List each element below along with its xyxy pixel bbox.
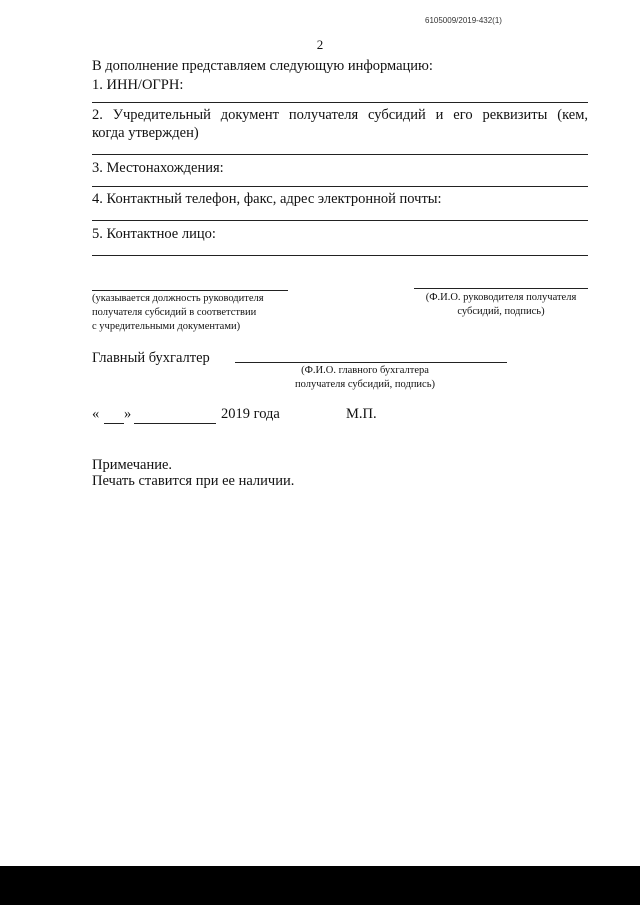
date-open-quote: «	[92, 406, 100, 422]
contacts-fill-line	[92, 220, 588, 221]
scan-bottom-border	[0, 866, 640, 905]
intro-text: В дополнение представляем следующую информацию:	[92, 58, 433, 74]
position-caption-line: (указывается должность руководителя	[92, 293, 264, 304]
founding-document-label-line2: когда утвержден)	[92, 125, 199, 141]
location-label: 3. Местонахождения:	[92, 160, 224, 176]
date-day-line	[104, 423, 124, 424]
contact-person-label: 5. Контактное лицо:	[92, 226, 216, 242]
chief-accountant-caption-line: (Ф.И.О. главного бухгалтера	[301, 365, 429, 376]
position-signature-line	[92, 290, 288, 291]
director-signature-line	[414, 288, 588, 289]
note-title: Примечание.	[92, 457, 173, 473]
position-caption-line: с учредительными документами)	[92, 321, 241, 332]
director-caption-line: (Ф.И.О. руководителя получателя	[425, 292, 577, 303]
note-text: Печать ставится при ее наличии.	[92, 473, 295, 489]
position-caption	[92, 292, 264, 334]
contact-person-fill-line	[92, 255, 588, 256]
founding-document-label-line1: 2. Учредительный документ получателя субсидий и его реквизиты (кем,	[92, 107, 588, 123]
contacts-label: 4. Контактный телефон, факс, адрес электронной почты:	[92, 191, 442, 207]
founding-document-fill-line	[92, 154, 588, 155]
chief-accountant-label: Главный бухгалтер	[92, 350, 210, 366]
page-number: 2	[316, 37, 324, 52]
chief-accountant-signature-line	[235, 362, 507, 363]
inn-label: 1. ИНН/ОГРН:	[92, 77, 184, 93]
location-fill-line	[92, 186, 588, 187]
position-caption-line: получателя субсидий в соответствии	[92, 307, 257, 318]
chief-accountant-caption	[270, 364, 460, 392]
date-close-quote: »	[124, 406, 132, 422]
date-month-line	[134, 423, 216, 424]
director-caption	[414, 291, 588, 319]
inn-fill-line	[92, 102, 588, 103]
stamp-place: М.П.	[346, 406, 377, 422]
date-year: 2019 года	[221, 406, 280, 422]
document-id: 6105009/2019-432(1)	[425, 16, 502, 25]
chief-accountant-caption-line: получателя субсидий, подпись)	[294, 379, 435, 390]
director-caption-line: субсидий, подпись)	[457, 306, 545, 317]
